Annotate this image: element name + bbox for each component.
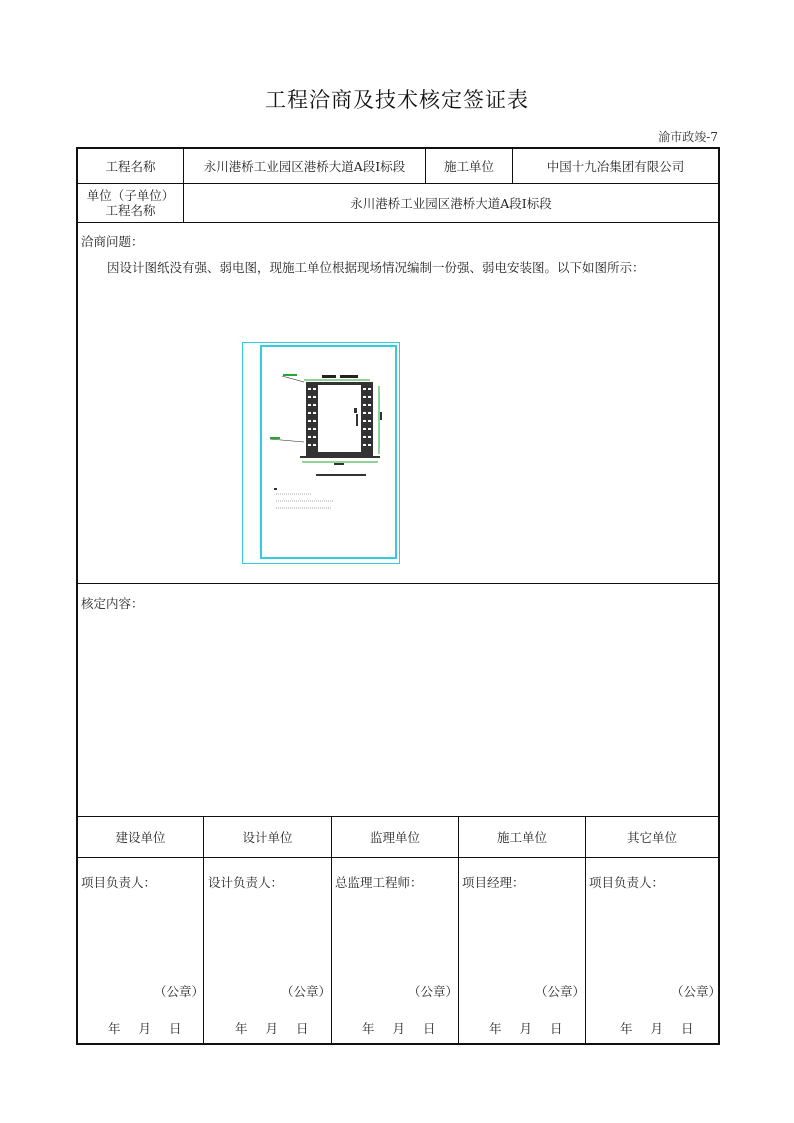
sign-date: 年 月 日: [235, 1021, 309, 1036]
party-construction-unit: 建设单位: [115, 829, 166, 845]
signer-label: 项目负责人：: [81, 875, 157, 890]
party-contractor-unit: 施工单位: [496, 829, 547, 845]
document-title: 工程洽商及技术核定签证表: [265, 88, 529, 112]
sign-date: 年 月 日: [620, 1021, 694, 1036]
contractor-value: 中国十九冶集团有限公司: [546, 158, 685, 174]
party-supervision-unit: 监理单位: [369, 829, 420, 845]
signer-label: 项目经理：: [462, 875, 525, 890]
approval-label: 核定内容：: [81, 596, 144, 611]
signer-label: 项目负责人：: [589, 875, 665, 890]
row-divider: [78, 583, 718, 584]
row-divider: [78, 857, 718, 858]
party-design-unit: 设计单位: [242, 829, 293, 845]
official-seal-text: （公章）: [281, 984, 332, 999]
sign-off-form: [76, 147, 720, 1045]
unit-label-line2: 工程名称: [105, 203, 156, 218]
sign-date: 年 月 日: [108, 1021, 182, 1036]
unit-name-value: 永川港桥工业园区港桥大道A段I标段: [350, 195, 552, 211]
sign-date: 年 月 日: [489, 1021, 563, 1036]
official-seal-text: （公章）: [671, 984, 722, 999]
row-divider: [78, 222, 718, 223]
project-name-label: 工程名称: [105, 158, 156, 174]
project-name-value: 永川港桥工业园区港桥大道A段I标段: [203, 158, 406, 174]
signer-label: 总监理工程师：: [335, 875, 423, 890]
sign-date: 年 月 日: [362, 1021, 436, 1036]
official-seal-text: （公章）: [408, 984, 459, 999]
contractor-label: 施工单位: [443, 158, 494, 174]
negotiation-label: 洽商问题：: [81, 234, 144, 249]
official-seal-text: （公章）: [154, 984, 205, 999]
official-seal-text: （公章）: [535, 984, 586, 999]
unit-label-line1: 单位（子单位）: [86, 188, 175, 203]
signer-label: 设计负责人：: [208, 875, 284, 890]
wiring-drawing-image: [242, 342, 400, 564]
unit-name-label: [78, 184, 183, 222]
form-code: 渝市政竣-7: [658, 130, 718, 144]
negotiation-text: 因设计图纸没有强、弱电图，现施工单位根据现场情况编制一份强、弱电安装图。以下如图所示：: [107, 260, 645, 275]
party-other-unit: 其它单位: [626, 829, 677, 845]
